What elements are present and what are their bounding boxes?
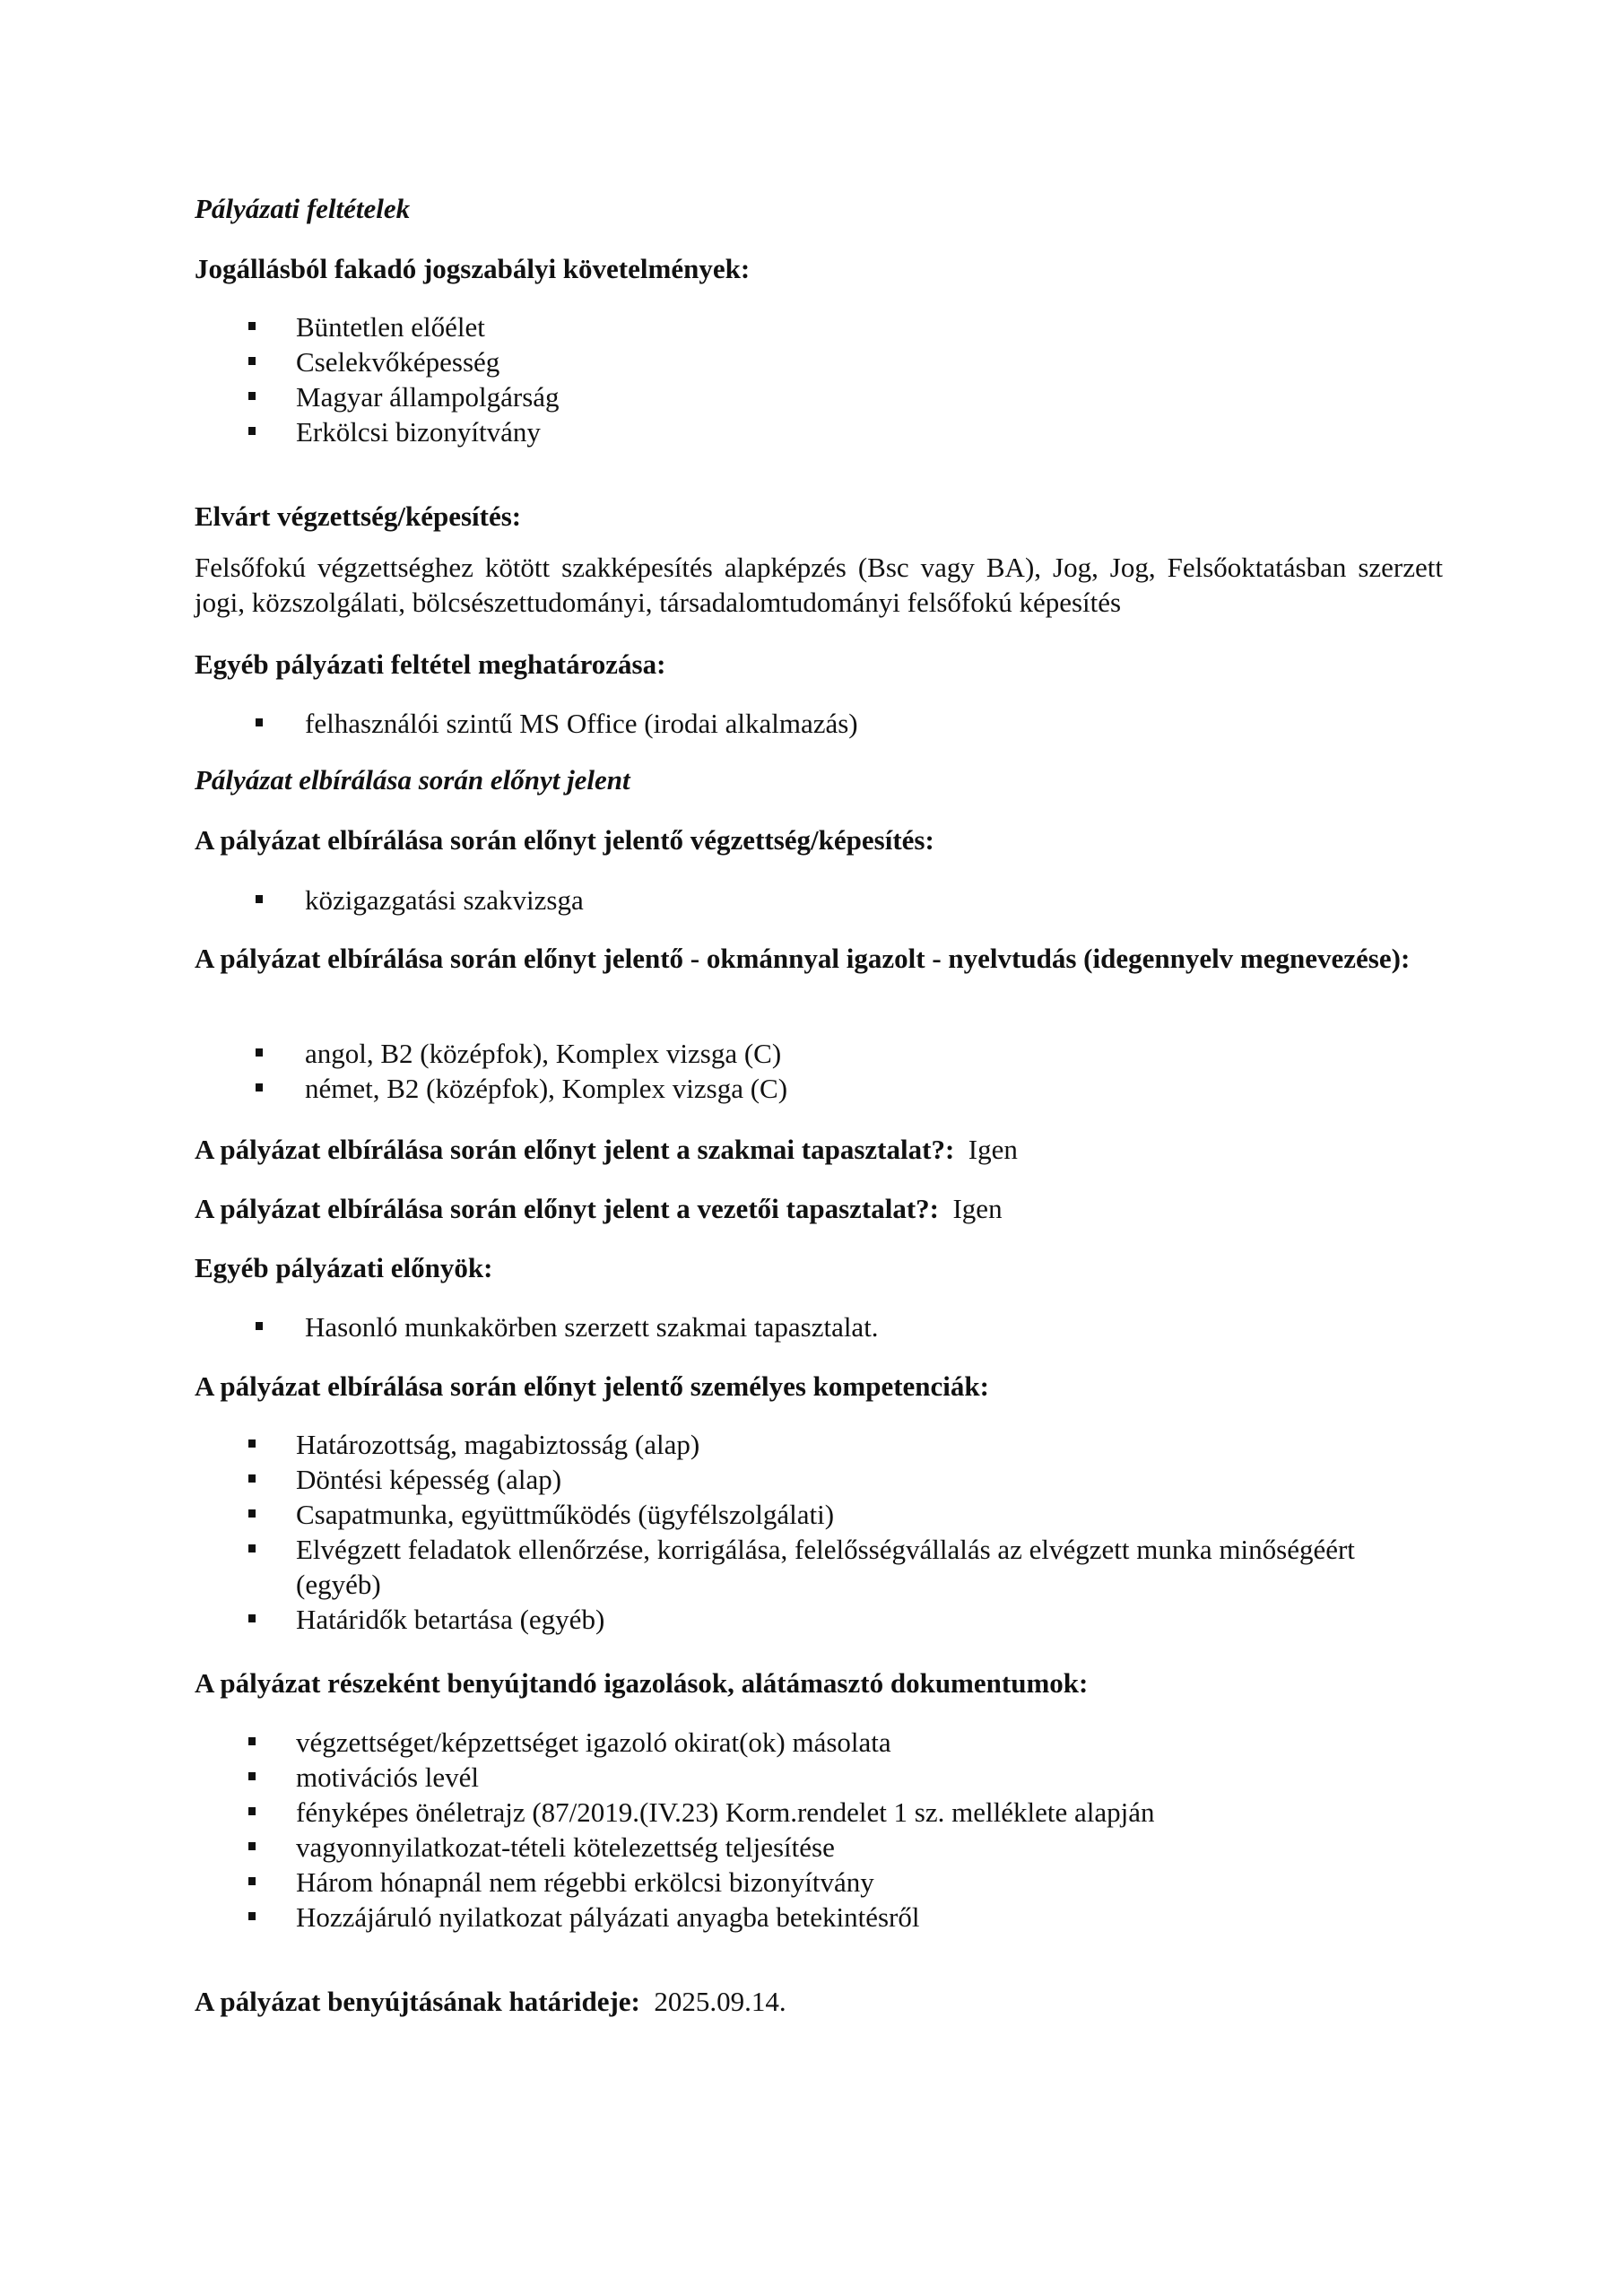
- list-item: végzettséget/képzettséget igazoló okirat(ok) másolata: [248, 1725, 1443, 1760]
- list-item: Határozottság, magabiztosság (alap): [248, 1427, 1443, 1462]
- legal-requirements-title: Jogállásból fakadó jogszabályi követelmények:: [195, 253, 751, 284]
- advantages-heading: Pályázat elbírálása során előnyt jelent: [195, 764, 630, 796]
- advantage-language-list: [256, 1036, 1443, 1106]
- list-item: felhasználói szintű MS Office (irodai alkalmazás): [256, 706, 1443, 741]
- list-item: Büntetlen előélet: [248, 309, 1443, 344]
- deadline-value: 2025.09.14.: [654, 1986, 786, 2017]
- competencies-title: A pályázat elbírálása során előnyt jelentő személyes kompetenciák:: [195, 1370, 989, 1402]
- list-item: Döntési képesség (alap): [248, 1462, 1443, 1497]
- other-conditions-title: Egyéb pályázati feltétel meghatározása:: [195, 648, 666, 680]
- list-item: Hozzájáruló nyilatkozat pályázati anyagba betekintésről: [248, 1900, 1443, 1935]
- other-advantages-title: Egyéb pályázati előnyök:: [195, 1252, 493, 1283]
- documents-title: A pályázat részeként benyújtandó igazolások, alátámasztó dokumentumok:: [195, 1667, 1089, 1699]
- professional-experience-row: [195, 1132, 1443, 1167]
- advantage-education-list: [256, 883, 1443, 918]
- list-item: angol, B2 (középfok), Komplex vizsga (C): [256, 1036, 1443, 1071]
- list-item: közigazgatási szakvizsga: [256, 883, 1443, 918]
- management-experience-label: A pályázat elbírálása során előnyt jelent a vezetői tapasztalat?:: [195, 1193, 939, 1224]
- advantage-education-title: A pályázat elbírálása során előnyt jelentő végzettség/képesítés:: [195, 824, 934, 856]
- deadline-row: [195, 1984, 1443, 2019]
- education-title: Elvárt végzettség/képesítés:: [195, 500, 522, 532]
- list-item: Hasonló munkakörben szerzett szakmai tapasztalat.: [256, 1309, 1443, 1344]
- list-item: Elvégzett feladatok ellenőrzése, korrigálása, felelősségvállalás az elvégzett munka minőségéért (egyéb): [248, 1532, 1443, 1602]
- management-experience-row: [195, 1191, 1443, 1226]
- list-item: vagyonnyilatkozat-tételi kötelezettség teljesítése: [248, 1830, 1443, 1865]
- professional-experience-label: A pályázat elbírálása során előnyt jelent a szakmai tapasztalat?:: [195, 1134, 955, 1165]
- list-item: Cselekvőképesség: [248, 344, 1443, 379]
- list-item: Három hónapnál nem régebbi erkölcsi bizonyítvány: [248, 1865, 1443, 1900]
- other-advantages-list: [256, 1309, 1443, 1344]
- deadline-label: A pályázat benyújtásának határideje:: [195, 1986, 640, 2017]
- management-experience-value: Igen: [952, 1193, 1003, 1224]
- list-item: fényképes önéletrajz (87/2019.(IV.23) Korm.rendelet 1 sz. melléklete alapján: [248, 1795, 1443, 1830]
- legal-requirements-list: [248, 309, 1443, 449]
- list-item: Erkölcsi bizonyítvány: [248, 414, 1443, 449]
- conditions-heading: Pályázati feltételek: [195, 193, 411, 224]
- professional-experience-value: Igen: [968, 1134, 1018, 1165]
- list-item: Határidők betartása (egyéb): [248, 1602, 1443, 1637]
- list-item: Csapatmunka, együttműködés (ügyfélszolgálati): [248, 1497, 1443, 1532]
- list-item: német, B2 (középfok), Komplex vizsga (C): [256, 1071, 1443, 1106]
- competencies-list: [248, 1427, 1443, 1637]
- other-conditions-list: [256, 706, 1443, 741]
- advantage-language-title: A pályázat elbírálása során előnyt jelentő - okmánnyal igazolt - nyelvtudás (idegennyelv megnevezése):: [195, 943, 1411, 974]
- list-item: motivációs levél: [248, 1760, 1443, 1795]
- education-text: Felsőfokú végzettséghez kötött szakképesítés alapképzés (Bsc vagy BA), Jog, Jog, Felsőoktatásban szerzett jogi, közszolgálati, bölcsészettudományi, társadalomtudományi felsőfokú képesítés: [195, 552, 1443, 618]
- documents-list: [248, 1725, 1443, 1935]
- list-item: Magyar állampolgárság: [248, 379, 1443, 414]
